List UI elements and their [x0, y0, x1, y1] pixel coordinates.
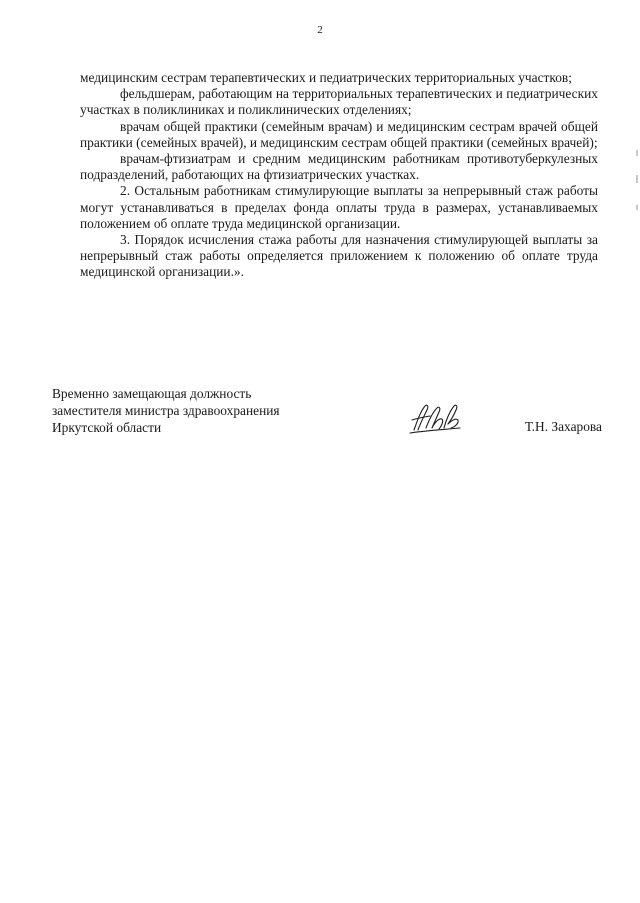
scan-edge-mark: [636, 205, 638, 210]
signer-name: Т.Н. Захарова: [524, 419, 602, 434]
paragraph-feldshers: фельдшерам, работающим на территориальных терапевтических и педиатрических участках в поликлиниках и поликлинических отделениях;: [80, 86, 598, 118]
page-number: 2: [317, 24, 323, 36]
signatory-position-line: Временно замещающая должность: [52, 386, 252, 401]
signatory-position-line: Иркутской области: [52, 419, 162, 435]
signatory-position: [52, 386, 280, 436]
scan-edge-mark: [636, 175, 638, 183]
signatory-position-line: заместителя министра здравоохранения: [52, 402, 280, 418]
paragraph-nurses-territorial: медицинским сестрам терапевтических и педиатрических территориальных участков;: [80, 70, 572, 85]
scan-edge-mark: [636, 150, 638, 156]
paragraph-phthisiatricians: врачам-фтизиатрам и средним медицинским работникам противотуберкулезных подразделений, работающих на фтизиатрических участках.: [80, 151, 598, 183]
handwritten-signature: [408, 400, 470, 436]
paragraph-clause-3: 3. Порядок исчисления стажа работы для назначения стимулирующей выплаты за непрерывный стаж работы определяется приложением к положению об оплате труда медицинской организации.».: [80, 232, 598, 280]
paragraph-general-practice: врачам общей практики (семейным врачам) и медицинским сестрам врачей общей практики (семейных врачей), и медицинским сестрам общей практики (семейных врачей);: [80, 118, 598, 150]
paragraph-clause-2: 2. Остальным работникам стимулирующие выплаты за непрерывный стаж работы могут устанавливаться в пределах фонда оплаты труда в размерах, устанавливаемых положением об оплате труда медицинской организации.: [80, 183, 598, 231]
document-body: [80, 70, 598, 281]
signature-block: [52, 386, 612, 446]
